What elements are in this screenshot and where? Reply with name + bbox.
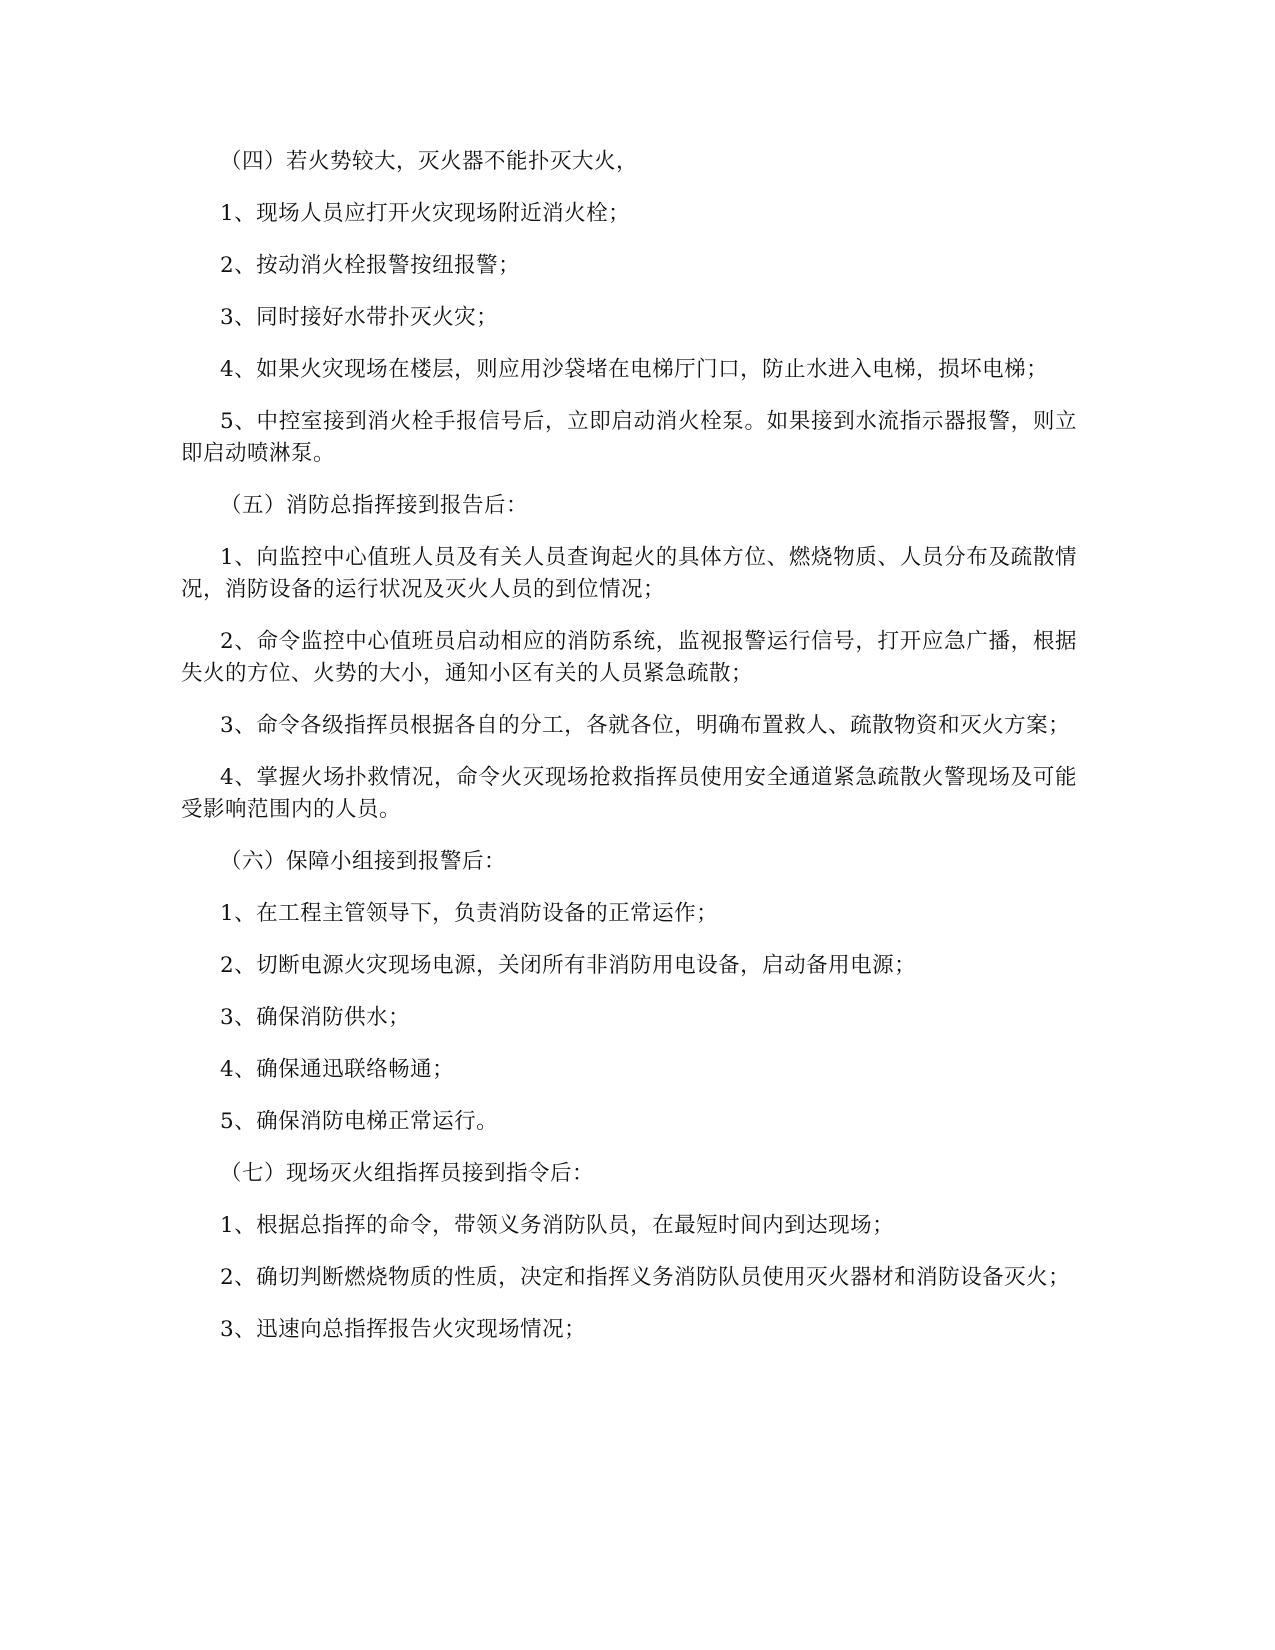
list-item: 2、确切判断燃烧物质的性质，决定和指挥义务消防队员使用灭火器材和消防设备灭火； [220,1265,1071,1290]
list-item: 2、命令监控中心值班员启动相应的消防系统，监视报警运行信号，打开应急广播，根据失火的方位、火势的大小，通知小区有关的人员紧急疏散； [181,629,1077,686]
list-item: 1、在工程主管领导下，负责消防设备的正常运作； [220,901,719,926]
list-item: 5、中控室接到消火栓手报信号后，立即启动消火栓泵。如果接到水流指示器报警，则立即启动喷淋泵。 [181,409,1077,466]
section-heading-7: （七）现场灭火组指挥员接到指令后： [220,1161,595,1186]
list-item: 4、如果火灾现场在楼层，则应用沙袋堵在电梯厅门口，防止水进入电梯，损坏电梯； [220,357,1049,382]
list-item: 4、确保通迅联络畅通； [220,1057,455,1082]
document-body [181,146,1077,1366]
section-heading-6: （六）保障小组接到报警后： [220,849,507,874]
list-item: 1、现场人员应打开火灾现场附近消火栓； [220,201,631,226]
list-item: 3、同时接好水带扑灭火灾； [220,305,499,330]
list-item: 3、确保消防供水； [220,1005,411,1030]
list-item: 3、迅速向总指挥报告火灾现场情况； [220,1317,587,1342]
section-heading-5: （五）消防总指挥接到报告后： [220,493,529,518]
list-item: 2、按动消火栓报警按纽报警； [220,253,521,278]
list-item: 2、切断电源火灾现场电源，关闭所有非消防用电设备，启动备用电源； [220,953,917,978]
list-item: 1、向监控中心值班人员及有关人员查询起火的具体方位、燃烧物质、人员分布及疏散情况，消防设备的运行状况及灭火人员的到位情况； [181,545,1077,602]
list-item: 4、掌握火场扑救情况，命令火灭现场抢救指挥员使用安全通道紧急疏散火警现场及可能受影响范围内的人员。 [181,765,1077,822]
section-heading-4: （四）若火势较大，灭火器不能扑灭大火， [220,149,639,174]
list-item: 3、命令各级指挥员根据各自的分工，各就各位，明确布置救人、疏散物资和灭火方案； [220,713,1071,738]
list-item: 5、确保消防电梯正常运行。 [220,1109,499,1134]
list-item: 1、根据总指挥的命令，带领义务消防队员，在最短时间内到达现场； [220,1213,895,1238]
